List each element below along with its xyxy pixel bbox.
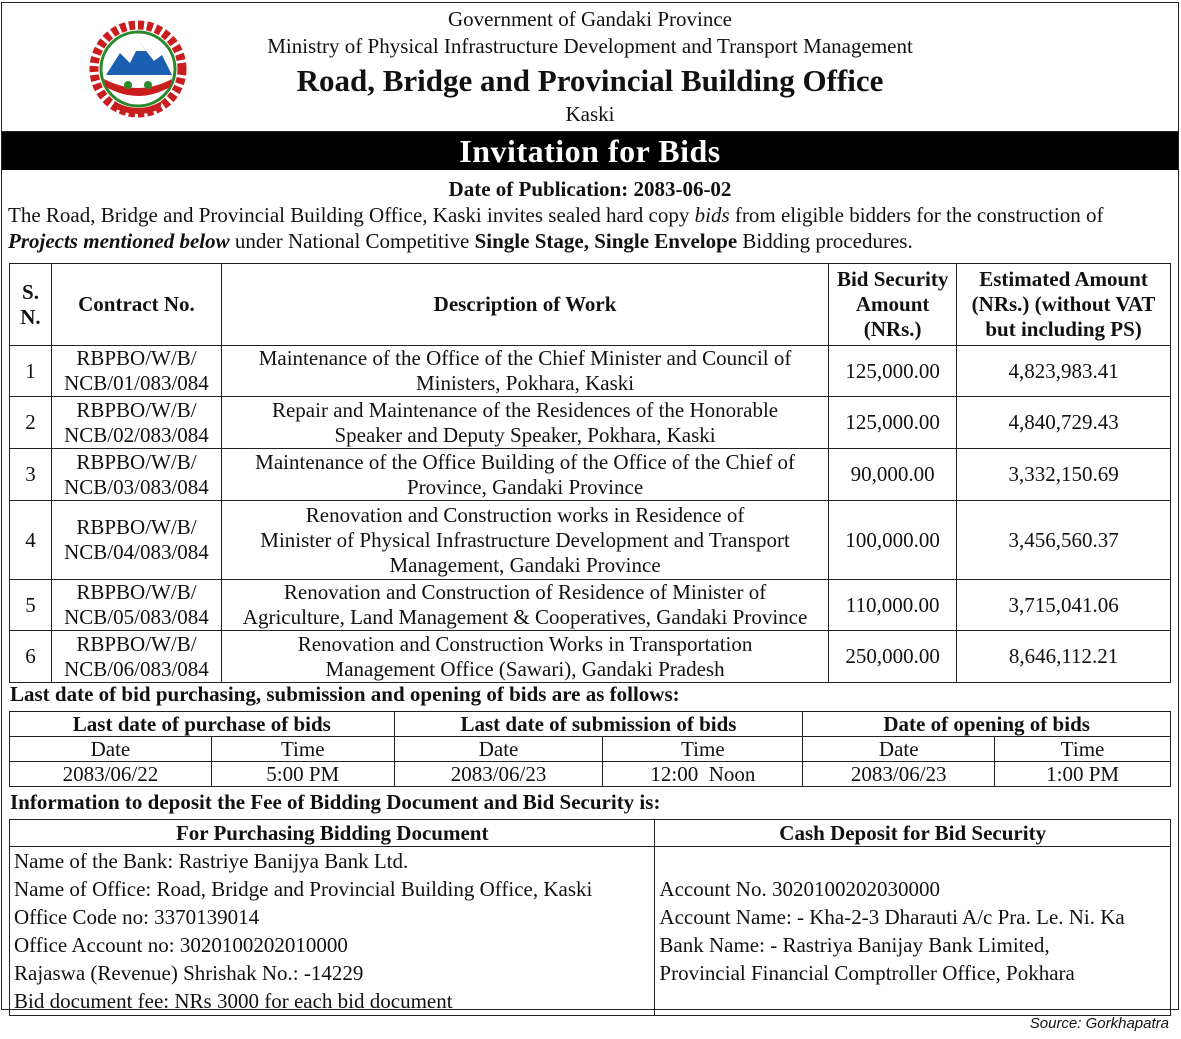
submission-date: 2083/06/23 — [394, 762, 603, 787]
row-contract: RBPBO/W/B/ NCB/01/083/084 — [51, 346, 221, 397]
ministry-line: Ministry of Physical Infrastructure Development and Transport Management — [267, 34, 913, 58]
table-row — [10, 449, 1171, 501]
deposit-line: Account Name: - Kha-2-3 Dharauti A/c Pra. Le. Ni. Ka — [659, 905, 1125, 929]
office-name: Road, Bridge and Provincial Building Office — [296, 63, 884, 98]
row-sn: 6 — [10, 631, 52, 683]
deposit-header-row — [10, 820, 1171, 847]
row-sn: 3 — [10, 449, 52, 501]
deposit-line: Provincial Financial Comptroller Office, Pokhara — [659, 961, 1075, 985]
bank-details-right — [655, 847, 1171, 1016]
table-row — [10, 631, 1171, 683]
row-description: Maintenance of the Office of the Chief Minister and Council of Ministers, Pokhara, Kaski — [221, 346, 828, 397]
date-label: Date — [10, 737, 212, 762]
deposit-line: Rajaswa (Revenue) Shrishak No.: -14229 — [14, 961, 364, 985]
deposit-line: Bank Name: - Rastriya Banijay Bank Limited, — [659, 933, 1050, 957]
notice-banner: Invitation for Bids — [2, 132, 1178, 170]
opening-header: Date of opening of bids — [803, 712, 1171, 737]
row-sn: 4 — [10, 501, 52, 580]
intro-paragraph — [2, 202, 1178, 254]
table-row — [10, 580, 1171, 631]
intro-text: from eligible bidders for the construction of — [729, 203, 1104, 227]
row-description: Maintenance of the Office Building of the Office of the Chief of Province, Gandaki Province — [221, 449, 828, 501]
deposit-line: Name of the Bank: Rastriye Banijya Bank Ltd. — [14, 849, 409, 873]
row-security: 125,000.00 — [829, 397, 957, 449]
dates-subheader-row — [10, 737, 1171, 762]
row-sn: 5 — [10, 580, 52, 631]
opening-time: 1:00 PM — [995, 762, 1171, 787]
row-contract: RBPBO/W/B/ NCB/02/083/084 — [51, 397, 221, 449]
publication-date: Date of Publication: 2083-06-02 — [448, 177, 732, 201]
deposit-table — [9, 819, 1171, 1016]
time-label: Time — [211, 737, 394, 762]
intro-emphasis: bids — [694, 203, 730, 227]
projects-table — [9, 263, 1171, 683]
cash-deposit-header: Cash Deposit for Bid Security — [655, 820, 1171, 847]
notice-header — [2, 3, 1178, 132]
sn-header: S. N. — [10, 264, 52, 346]
deposit-line: Bid document fee: NRs 3000 for each bid document — [14, 989, 453, 1013]
last-dates-title: Last date of bid purchasing, submission and opening of bids are as follows: — [10, 682, 680, 706]
time-label: Time — [603, 737, 803, 762]
intro-bold: Single Stage, Single Envelope — [474, 229, 738, 253]
description-header: Description of Work — [221, 264, 828, 346]
row-contract: RBPBO/W/B/ NCB/04/083/084 — [51, 501, 221, 580]
intro-text: Bidding procedures. — [737, 229, 913, 253]
deposit-info-title: Information to deposit the Fee of Bidding Document and Bid Security is: — [10, 790, 661, 814]
submission-time: 12:00 Noon — [603, 762, 803, 787]
row-estimate: 3,332,150.69 — [957, 449, 1171, 501]
row-security: 250,000.00 — [829, 631, 957, 683]
row-contract: RBPBO/W/B/ NCB/06/083/084 — [51, 631, 221, 683]
purchase-time: 5:00 PM — [211, 762, 394, 787]
deposit-line: Office Code no: 3370139014 — [14, 905, 260, 929]
row-security: 125,000.00 — [829, 346, 957, 397]
bank-details-left — [10, 847, 655, 1016]
bid-notice — [1, 2, 1179, 1013]
purchase-date: 2083/06/22 — [10, 762, 212, 787]
purchase-header: Last date of purchase of bids — [10, 712, 395, 737]
row-security: 110,000.00 — [829, 580, 957, 631]
intro-emphasis: Projects mentioned below — [8, 229, 230, 253]
table-row — [10, 397, 1171, 449]
office-location: Kaski — [565, 102, 615, 126]
contract-header: Contract No. — [51, 264, 221, 346]
deposit-body-row — [10, 847, 1171, 1016]
row-description: Renovation and Construction works in Residence of Minister of Physical Infrastructure Development and Transport Management, Gandaki Province — [221, 501, 828, 580]
row-contract: RBPBO/W/B/ NCB/05/083/084 — [51, 580, 221, 631]
source-credit: Source: Gorkhapatra — [1029, 1015, 1169, 1032]
row-sn: 2 — [10, 397, 52, 449]
table-header-row — [10, 264, 1171, 346]
security-header: Bid Security Amount (NRs.) — [829, 264, 957, 346]
row-description: Repair and Maintenance of the Residences of the Honorable Speaker and Deputy Speaker, Pokhara, Kaski — [221, 397, 828, 449]
date-label: Date — [394, 737, 603, 762]
row-description: Renovation and Construction of Residence of Minister of Agriculture, Land Management & Cooperatives, Gandaki Province — [221, 580, 828, 631]
dates-group-header-row — [10, 712, 1171, 737]
deposit-line: Office Account no: 3020100202010000 — [14, 933, 348, 957]
row-security: 90,000.00 — [829, 449, 957, 501]
table-row — [10, 501, 1171, 580]
deposit-line: Account No. 3020100202030000 — [659, 877, 940, 901]
row-estimate: 3,715,041.06 — [957, 580, 1171, 631]
submission-header: Last date of submission of bids — [394, 712, 803, 737]
row-security: 100,000.00 — [829, 501, 957, 580]
table-row — [10, 346, 1171, 397]
row-estimate: 4,823,983.41 — [957, 346, 1171, 397]
opening-date: 2083/06/23 — [803, 762, 995, 787]
government-line: Government of Gandaki Province — [447, 7, 732, 31]
row-estimate: 8,646,112.21 — [957, 631, 1171, 683]
dates-table — [9, 711, 1171, 787]
estimate-header: Estimated Amount (NRs.) (without VAT but including PS) — [957, 264, 1171, 346]
time-label: Time — [995, 737, 1171, 762]
row-estimate: 4,840,729.43 — [957, 397, 1171, 449]
deposit-line: Name of Office: Road, Bridge and Provincial Building Office, Kaski — [14, 877, 593, 901]
intro-text: under National Competitive — [229, 229, 475, 253]
row-description: Renovation and Construction Works in Transportation Management Office (Sawari), Gandaki Pradesh — [221, 631, 828, 683]
purchase-document-header: For Purchasing Bidding Document — [10, 820, 655, 847]
date-label: Date — [803, 737, 995, 762]
row-estimate: 3,456,560.37 — [957, 501, 1171, 580]
dates-value-row — [10, 762, 1171, 787]
row-contract: RBPBO/W/B/ NCB/03/083/084 — [51, 449, 221, 501]
row-sn: 1 — [10, 346, 52, 397]
intro-text: The Road, Bridge and Provincial Building Office, Kaski invites sealed hard copy — [8, 203, 695, 227]
